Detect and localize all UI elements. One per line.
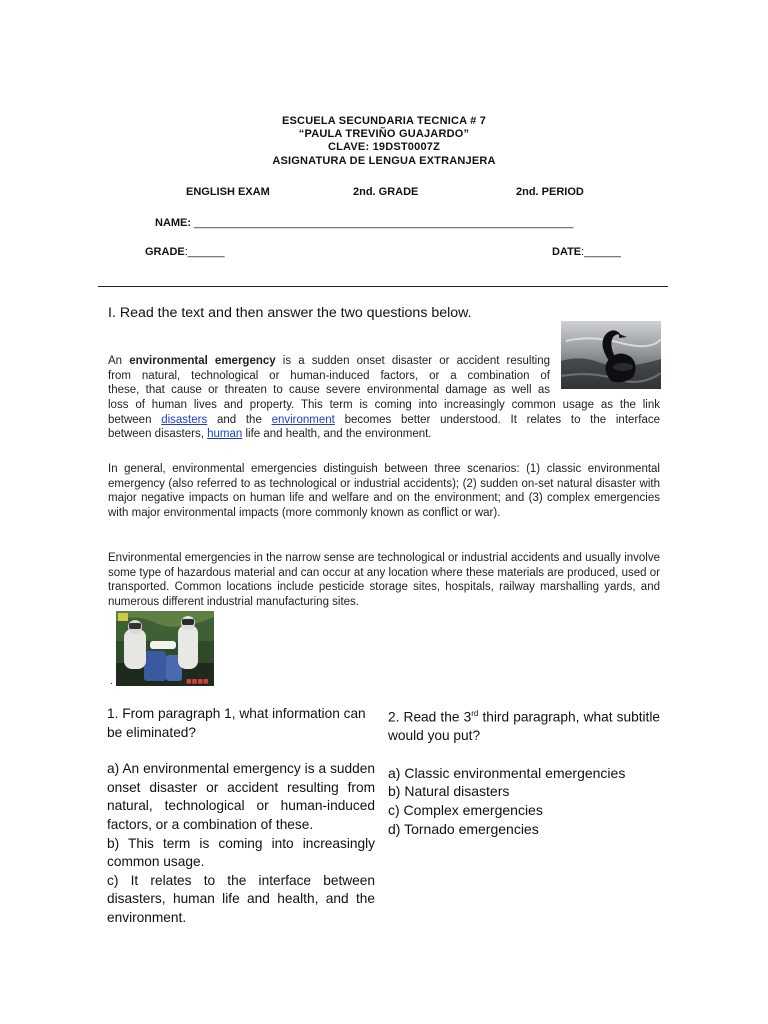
exam-title: ENGLISH EXAM [186,186,270,198]
p1-line3: these, that cause or threaten to cause severe environmental damage as well as [108,384,550,397]
question-2-option-d[interactable]: d) Tornado emergencies [388,820,539,837]
header-divider [98,286,668,287]
question-1-prompt: 1. From paragraph 1, what information can be eliminated? [107,706,366,740]
q2-prompt-sup: rd [471,709,479,718]
grade-field[interactable] [145,246,225,258]
question-2 [388,705,660,838]
school-clave: CLAVE: 19DST0007Z [327,141,440,153]
paragraph-1-continued [108,398,660,442]
link-environment[interactable]: environment [271,413,335,426]
name-field[interactable] [155,217,573,229]
link-disasters[interactable]: disasters [161,413,208,426]
term-environmental-emergency: environmental emergency [129,355,276,367]
school-name: ESCUELA SECUNDARIA TECNICA # 7 [281,115,487,127]
exam-period: 2nd. PERIOD [516,186,584,198]
p1-line5 [108,413,660,428]
link-human[interactable]: human [207,428,243,441]
stray-dot: . [110,676,113,687]
paragraph-1 [108,354,550,398]
question-1-option-a[interactable]: a) An environmental emergency is a sudden onset disaster or accident resulting from natural, technological or human-induced factors, or a combination of these. [107,761,375,832]
date-field[interactable] [552,246,621,258]
p1-line6 [108,427,660,442]
question-2-option-b[interactable]: b) Natural disasters [388,783,510,800]
school-honoree: “PAULA TREVIÑO GUAJARDO” [298,128,470,140]
paragraph-3: Environmental emergencies in the narrow sense are technological or industrial accidents and usually involve some type of hazardous material and can occur at any location where these materials are produced, used or transported. Common locations include pesticide storage sites, hospitals, railway marshalling yards, and numerous different industrial manufacturing sites. [108,552,660,608]
black-swan-oil-photo [561,321,661,389]
p1-line6-a: between disasters, [108,428,208,441]
p1-line5-a: between [108,413,162,426]
paragraph-2: In general, environmental emergencies distinguish between three scenarios: (1) classic environmental emergency (also referred to as technological or industrial accidents); (2) sudden on-set natural disaster with major negative impacts on human life and welfare and on the environment; and (3) complex emergencies with major environmental impacts (more commonly known as conflict or war). [108,463,660,519]
date-label: DATE [552,246,582,258]
q2-prompt-a: 2. Read the 3 [388,709,472,725]
p1-line1-rest: is a sudden onset disaster or accident resulting [275,355,551,367]
svg-text:■■■■: ■■■■ [186,678,209,685]
p1-line6-b: life and health, and the environment. [242,428,432,441]
grade-label: GRADE [145,246,185,258]
p1-line2: from natural, technological or human-induced factors, or a combination of [108,369,550,382]
exam-grade: 2nd. GRADE [353,186,419,198]
question-2-option-a[interactable]: a) Classic environmental emergencies [388,764,626,781]
date-line: :______ [581,246,621,258]
question-1-option-b[interactable]: b) This term is coming into increasingly common usage. [107,835,375,870]
name-label: NAME: [155,217,192,229]
p1-line4: loss of human lives and property. This term is coming into increasingly common usage as the link [108,399,660,411]
name-line: ______________________________________________________________ [194,217,574,229]
hazmat-workers-photo [116,611,214,686]
question-2-option-c[interactable]: c) Complex emergencies [388,801,543,818]
p1-line5-c: becomes better understood. It relates to the interface [334,413,660,426]
p1-lead: An [108,355,130,367]
q2-prompt-b: third paragraph, what subtitle would you put? [388,709,660,744]
p1-line5-b: and the [207,413,272,426]
question-1-option-c[interactable]: c) It relates to the interface between disasters, human life and health, and the environment. [107,872,375,925]
question-2-prompt [388,705,660,746]
subject-title: ASIGNATURA DE LENGUA EXTRANJERA [272,155,496,167]
question-1 [107,705,375,928]
section-instruction: I. Read the text and then answer the two questions below. [108,305,472,321]
grade-line: :______ [184,246,225,258]
